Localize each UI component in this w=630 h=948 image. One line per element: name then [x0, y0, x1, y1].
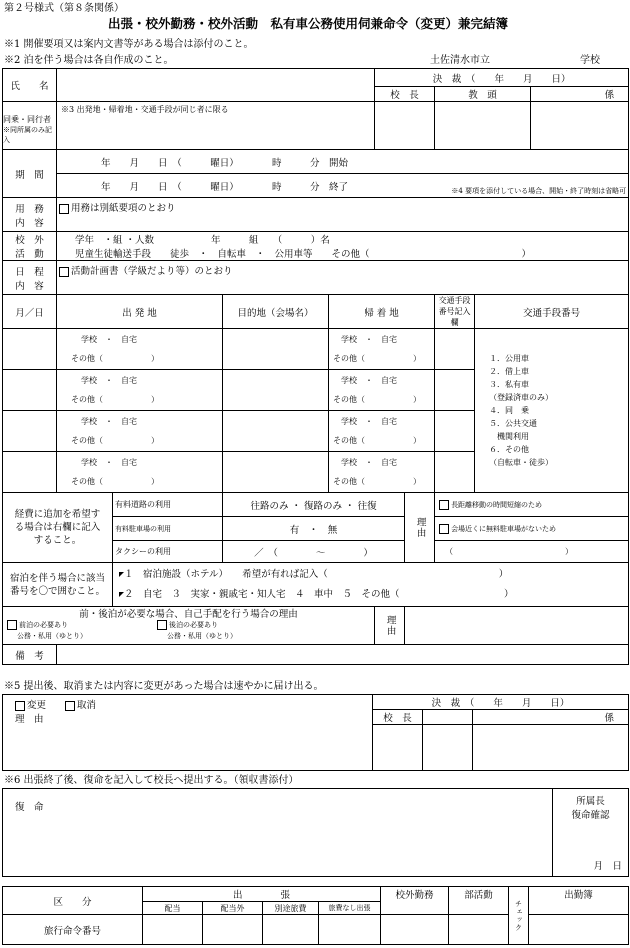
change-vice-stamp[interactable] [423, 725, 473, 771]
activity-label-cell [3, 232, 57, 261]
depart-cell[interactable] [57, 411, 223, 452]
post-stay-checkbox[interactable] [157, 620, 167, 630]
reason-1[interactable] [435, 493, 629, 517]
taxi-options[interactable]: ／ （ 〜 ） [223, 541, 405, 563]
reason-2-checkbox[interactable] [439, 524, 449, 534]
change-staff-stamp[interactable] [473, 725, 629, 771]
kubun-label: 区 分 [3, 887, 143, 915]
check-label-cell [509, 887, 529, 945]
report-field[interactable] [3, 789, 553, 877]
prepost-reason-field[interactable] [405, 607, 629, 645]
toll-options[interactable]: 往路のみ ・ 復路のみ ・ 往復 [223, 493, 405, 517]
haitogai-field[interactable] [203, 915, 263, 945]
duty-label-cell [3, 198, 57, 232]
bukatsu-field[interactable] [449, 915, 509, 945]
change-approval-header: 決 裁 （ 年 月 日） [373, 695, 629, 710]
transport-no-cell[interactable] [435, 411, 475, 452]
name-label: 氏 名 [3, 69, 57, 102]
return-cell[interactable] [329, 329, 435, 370]
haitogai-label: 配当外 [203, 902, 263, 915]
change-reason-label: 理 由 [15, 714, 44, 725]
period-label: 期 間 [3, 150, 57, 198]
itinerary-date-cell[interactable] [3, 370, 57, 411]
schedule-content[interactable] [57, 261, 629, 295]
kougai-label: 校外勤務 [381, 887, 449, 915]
dest-cell[interactable] [223, 370, 329, 411]
change-label: 変更 [27, 700, 47, 711]
reason-1-label: 長距離移動の時間短縮のため [451, 500, 543, 509]
taxi-label: タクシーの利用 [113, 541, 223, 563]
duty-check-label: 用務は別紙要項のとおり [71, 203, 176, 214]
remarks-label: 備 考 [3, 645, 57, 665]
pre-stay-label: 前泊の必要あり [19, 621, 68, 629]
reason-3[interactable]: （ ） [435, 541, 629, 563]
note-6: ※6 出張終了後、復命を記入して校長へ提出する。（領収書添付） [4, 775, 299, 786]
nashi-label: 旅費なし出張 [319, 902, 381, 915]
approval-principal-label: 校 長 [375, 87, 435, 102]
depart-school-home: 学校 ・ 自宅 [81, 335, 137, 344]
pre-stay[interactable] [7, 620, 157, 642]
main-form-table [2, 68, 629, 665]
form-number: 第２号様式（第８条関係） [4, 3, 124, 14]
approval-header: 決 裁 （ 年 月 日） [375, 69, 629, 87]
report-confirm-label-1: 所属長 [576, 796, 605, 807]
companion-label: 同乗・同行者 [3, 115, 51, 124]
report-confirm-cell[interactable] [553, 789, 629, 877]
companion-field[interactable] [57, 102, 375, 150]
prepost-label: 前・後泊が必要な場合、自己手配を行う場合の理由 [79, 609, 298, 620]
transport-item: （登録済車のみ） [489, 393, 554, 402]
activity-label-1: 校 外 [15, 235, 44, 246]
lodging-label: 宿泊を伴う場合に該当番号を〇で囲むこと。 [3, 563, 113, 607]
lodging-row-2: ２ 自宅 ３ 実家・親戚宅・知人宅 ４ 車中 ５ その他（ ） [124, 588, 514, 600]
kougai-field[interactable] [381, 915, 449, 945]
bukatsu-label: 部活動 [449, 887, 509, 915]
transport-item: ４．同 乗 [489, 406, 530, 415]
approval-vice-stamp[interactable] [435, 102, 531, 150]
transport-no-cell[interactable] [435, 370, 475, 411]
activity-label-2: 活 動 [15, 249, 44, 260]
depart-other: その他（ ） [71, 477, 159, 486]
approval-principal-stamp[interactable] [375, 102, 435, 150]
reason-1-checkbox[interactable] [439, 500, 449, 510]
return-cell[interactable] [329, 452, 435, 493]
change-principal-stamp[interactable] [373, 725, 423, 771]
toll-label: 有料道路の利用 [113, 493, 223, 517]
itinerary-date-cell[interactable] [3, 329, 57, 370]
note-4: ※4 要項を添付している場合、開始・終了時刻は省略可 [451, 187, 627, 195]
dest-cell[interactable] [223, 329, 329, 370]
transport-no-header-2: 番号記入欄 [438, 307, 471, 327]
depart-school-home: 学校 ・ 自宅 [81, 376, 137, 385]
duty-label-1: 用 務 [15, 203, 44, 215]
change-table [2, 694, 629, 771]
depart-other: その他（ ） [71, 436, 159, 445]
report-confirm-label-2: 復命確認 [571, 810, 610, 821]
betto-label: 別途旅費 [263, 902, 319, 915]
post-stay[interactable] [157, 620, 237, 642]
companion-label-cell [3, 102, 57, 150]
shukkin-label: 出勤簿 [529, 887, 629, 915]
depart-cell[interactable] [57, 329, 223, 370]
approval-staff-stamp[interactable] [531, 102, 629, 150]
itinerary-date-header: 月／日 [3, 295, 57, 329]
duty-label-2: 内 容 [15, 217, 44, 229]
summary-table [2, 886, 629, 945]
depart-cell[interactable] [57, 452, 223, 493]
expense-label: 経費に追加を希望する場合は右欄に記入すること。 [3, 493, 113, 563]
itinerary-row[interactable] [3, 329, 629, 370]
itinerary-return-header: 帰 着 地 [329, 295, 435, 329]
prepost-reason-label: 理由 [384, 615, 396, 636]
depart-other: その他（ ） [71, 354, 159, 363]
parking-options[interactable]: 有 ・ 無 [223, 517, 405, 541]
transport-item: ３．私有車 [489, 380, 530, 389]
transport-list [475, 329, 629, 493]
schedule-label-cell [3, 261, 57, 295]
shutcho-label: 出 張 [143, 887, 381, 902]
return-other: その他（ ） [333, 477, 421, 486]
period-start[interactable]: 年 月 日 （ 曜日） 時 分 開始 [57, 150, 629, 174]
report-table [2, 788, 629, 877]
return-cell[interactable] [329, 370, 435, 411]
schedule-checkbox[interactable] [59, 267, 69, 277]
parking-label: 有料駐車場の利用 [113, 517, 223, 541]
return-cell[interactable] [329, 411, 435, 452]
itinerary-dest-header: 目的地（会場名） [223, 295, 329, 329]
haito-field[interactable] [143, 915, 203, 945]
period-end-cell[interactable] [57, 174, 629, 198]
change-staff-label: 係 [473, 710, 629, 725]
note-1: ※1 開催要項又は案内文書等がある場合は添付のこと。 [4, 39, 254, 50]
depart-school-home: 学校 ・ 自宅 [81, 458, 137, 467]
change-cell[interactable] [3, 695, 373, 771]
transport-item: ６．その他 [489, 445, 530, 454]
note-2: ※2 泊を伴う場合は各自作成のこと。 [4, 55, 174, 66]
itinerary-date-cell[interactable] [3, 411, 57, 452]
prepost-cell [3, 607, 375, 645]
post-stay-label: 後泊の必要あり [169, 621, 218, 629]
note-5: ※5 提出後、取消または内容に変更があった場合は速やかに届け出る。 [4, 681, 324, 692]
duty-content[interactable] [57, 198, 629, 232]
approval-vice-label: 教 頭 [435, 87, 531, 102]
reason-2-label: 会場近くに無料駐車場がないため [451, 524, 557, 533]
schedule-check-label: 活動計画書（学級だより等）のとおり [71, 266, 233, 277]
betto-field[interactable] [263, 915, 319, 945]
itinerary-date-cell[interactable] [3, 452, 57, 493]
nashi-field[interactable] [319, 915, 381, 945]
activity-transport-row[interactable]: 児童生徒輸送手段 徒歩 ・ 自転車 ・ 公用車等 その他（ ） [57, 246, 629, 261]
schedule-label-1: 日 程 [15, 266, 44, 278]
depart-school-home: 学校 ・ 自宅 [81, 417, 137, 426]
prepost-reason-label-cell [375, 607, 405, 645]
return-school-home: 学校 ・ 自宅 [341, 335, 397, 344]
page-title: 出張・校外勤務・校外活動 私有車公務使用伺兼命令（変更）兼完結簿 [108, 16, 509, 31]
post-stay-sub: 公務・私用（ゆとり） [167, 632, 237, 640]
pre-stay-sub: 公務・私用（ゆとり） [17, 632, 87, 640]
haito-label: 配当 [143, 902, 203, 915]
change-checkbox[interactable] [15, 701, 25, 711]
lodging-options[interactable] [113, 563, 629, 607]
reason-label-cell [405, 493, 435, 563]
name-field[interactable] [57, 69, 375, 102]
dest-cell[interactable] [223, 411, 329, 452]
return-other: その他（ ） [333, 395, 421, 404]
transport-no-cell[interactable] [435, 329, 475, 370]
return-school-home: 学校 ・ 自宅 [341, 458, 397, 467]
return-school-home: 学校 ・ 自宅 [341, 376, 397, 385]
transport-item: （自転車・徒歩） [489, 458, 554, 467]
cancel-label: 取消 [77, 700, 97, 711]
return-school-home: 学校 ・ 自宅 [341, 417, 397, 426]
transport-item: ５．公共交通 [489, 419, 538, 428]
transport-item: ２．借上車 [489, 367, 530, 376]
check-label: チェック [514, 899, 523, 932]
report-label: 復 命 [15, 802, 44, 813]
ryoko-label: 旅行命令番号 [3, 915, 143, 945]
transport-no-cell[interactable] [435, 452, 475, 493]
dest-cell[interactable] [223, 452, 329, 493]
duty-checkbox[interactable] [59, 204, 69, 214]
depart-other: その他（ ） [71, 395, 159, 404]
note-3: ※3 出発地・帰着地・交通手段が同じ者に限る [61, 105, 229, 114]
return-other: その他（ ） [333, 436, 421, 445]
transport-no-header-1: 交通手段 [438, 296, 471, 305]
transport-item: １．公用車 [489, 354, 530, 363]
report-date: 月 日 [593, 861, 622, 872]
period-end: 年 月 日 （ 曜日） 時 分 終了 [101, 181, 349, 193]
remarks-field[interactable] [57, 645, 629, 665]
itinerary-transport-no-header [435, 295, 475, 329]
reason-2[interactable] [435, 517, 629, 541]
activity-class-row[interactable]: 学年 ・組 ・人数 年 組 （ ）名 [57, 232, 629, 247]
lodging-row-1: １ 宿泊施設（ホテル） 希望が有れば記入（ ） [124, 568, 509, 580]
change-principal-label: 校 長 [373, 710, 423, 725]
shukkin-field[interactable] [529, 915, 629, 945]
itinerary-transport-header: 交通手段番号 [475, 295, 629, 329]
schedule-label-2: 内 容 [15, 280, 44, 292]
companion-sub: ※同所属のみ記入 [3, 126, 52, 144]
school-name-line: 土佐清水市立 学校 [430, 55, 600, 66]
itinerary-depart-header: 出 発 地 [57, 295, 223, 329]
return-other: その他（ ） [333, 354, 421, 363]
cancel-checkbox[interactable] [65, 701, 75, 711]
transport-item: 機関利用 [489, 432, 530, 441]
depart-cell[interactable] [57, 370, 223, 411]
pre-stay-checkbox[interactable] [7, 620, 17, 630]
reason-label: 理由 [414, 517, 426, 538]
approval-staff-label: 係 [531, 87, 629, 102]
